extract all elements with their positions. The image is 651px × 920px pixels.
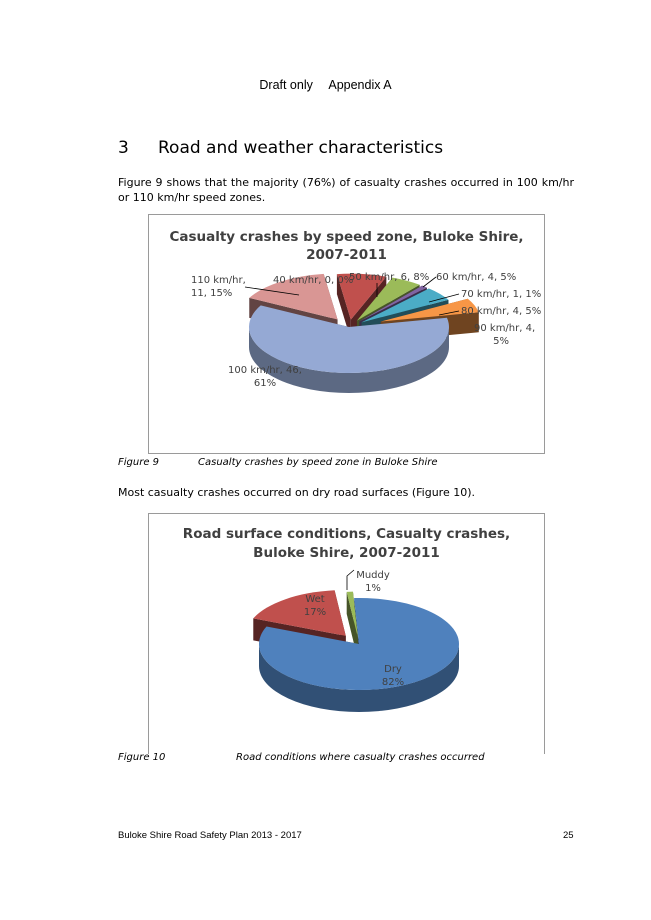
figure-10-caption xyxy=(118,752,485,763)
page-number: 25 xyxy=(563,830,574,841)
data-label: 61% xyxy=(253,378,277,389)
appendix-label: Appendix A xyxy=(328,78,392,92)
footer-title: Buloke Shire Road Safety Plan 2013 - 2017 xyxy=(118,830,302,841)
section-number: 3 xyxy=(118,138,129,158)
data-label: 17% xyxy=(303,607,327,618)
data-label: 11, 15% xyxy=(191,288,233,299)
data-label: 1% xyxy=(365,583,381,594)
paragraph-1: Figure 9 shows that the majority (76%) of casualty crashes occurred in 100 km/hr or 110 km/hr speed zones. xyxy=(118,176,574,204)
section-title: Road and weather characteristics xyxy=(158,138,444,158)
data-label: 100 km/hr, 46, xyxy=(228,365,302,376)
chart-subtitle: Buloke Shire, 2007-2011 xyxy=(253,545,440,561)
data-label: Muddy xyxy=(356,570,390,581)
figure-10-label: Figure 10 xyxy=(118,752,166,763)
chart-subtitle: 2007-2011 xyxy=(306,247,387,263)
data-label: 110 km/hr, xyxy=(191,275,246,286)
data-label: 5% xyxy=(493,336,509,347)
draft-label: Draft only xyxy=(259,78,313,92)
data-label: 70 km/hr, 1, 1% xyxy=(461,289,542,300)
data-label: 80 km/hr, 4, 5% xyxy=(461,306,542,317)
page-header xyxy=(0,78,651,92)
speed-zone-chart xyxy=(148,214,545,454)
chart-title: Casualty crashes by speed zone, Buloke Shire, xyxy=(169,229,524,245)
data-label: 60 km/hr, 4, 5% xyxy=(436,272,517,283)
data-label: Dry xyxy=(384,664,402,675)
figure-9-label: Figure 9 xyxy=(118,457,160,468)
data-label: Wet xyxy=(305,594,325,605)
chart-title: Road surface conditions, Casualty crashes, xyxy=(182,526,511,542)
data-label: 40 km/hr, 0, 0% xyxy=(273,275,354,286)
data-label: 82% xyxy=(381,677,405,688)
speed-zone-pie-svg xyxy=(149,215,544,453)
road-surface-pie-svg xyxy=(149,514,544,754)
figure-10-text: Road conditions where casualty crashes occurred xyxy=(236,752,485,763)
leader-line xyxy=(347,570,354,590)
road-surface-chart xyxy=(148,513,545,754)
figure-9-caption xyxy=(118,457,438,468)
section-heading xyxy=(118,138,443,158)
paragraph-2: Most casualty crashes occurred on dry road surfaces (Figure 10). xyxy=(118,486,476,499)
data-label: 50 km/hr, 6, 8% xyxy=(349,272,430,283)
data-label: 90 km/hr, 4, xyxy=(474,323,536,334)
figure-9-text: Casualty crashes by speed zone in Buloke Shire xyxy=(198,457,438,468)
